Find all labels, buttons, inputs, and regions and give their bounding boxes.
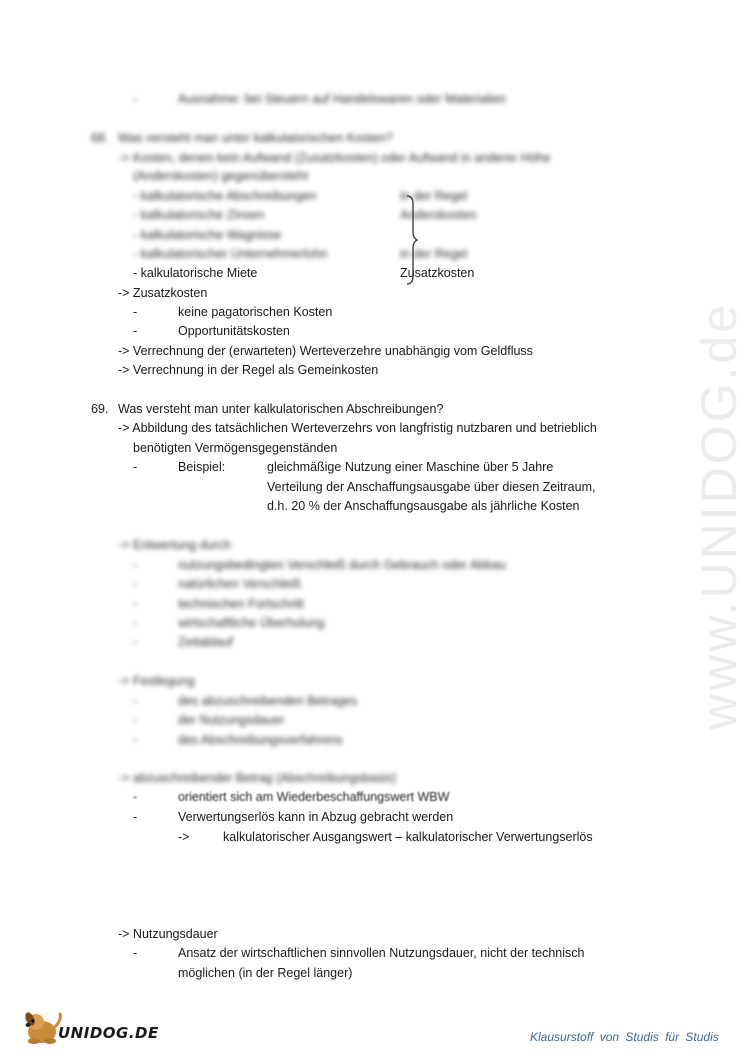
list-dash: - <box>133 305 138 319</box>
answer-line: -> Verrechnung in der Regel als Gemeinkosten <box>118 363 379 377</box>
list-text: - kalkulatorische Zinsen <box>133 208 265 222</box>
answer-line: -> Kosten, denen kein Aufwand (Zusatzkosten) oder Aufwand in anderer Höhe <box>118 151 551 165</box>
answer-line: -> Verrechnung der (erwarteten) Werteverzehre unabhängig vom Geldfluss <box>118 344 533 358</box>
list-text: - kalkulatorische Abschreibungen <box>133 189 317 203</box>
example-text: gleichmäßige Nutzung einer Maschine über 5 Jahre <box>267 460 554 474</box>
list-text: Ausnahme: bei Steuern auf Handelswaren oder Materialien <box>178 92 506 106</box>
list-dash: - <box>133 558 138 572</box>
list-dash: - <box>133 577 138 591</box>
side-note: in der Regel <box>400 247 468 261</box>
answer-line: -> Festlegung <box>118 674 195 688</box>
side-note: in der Regel <box>400 189 468 203</box>
side-note: Anderskosten <box>400 208 477 222</box>
watermark: www.UNIDOG.de <box>691 302 747 730</box>
answer-line: -> Zusatzkosten <box>118 286 208 300</box>
question-number: 68. <box>91 131 109 145</box>
list-text: Verwertungserlös kann in Abzug gebracht werden <box>178 810 454 824</box>
list-dash: - <box>133 635 138 649</box>
list-text: natürlichen Verschleiß <box>178 577 301 591</box>
list-text: - kalkulatorischer Unternehmerlohn <box>133 247 328 261</box>
list-dash: - <box>133 733 138 747</box>
formula-text: kalkulatorischer Ausgangswert – kalkulatorischer Verwertungserlös <box>223 830 593 844</box>
list-dash: - <box>133 694 138 708</box>
list-text: technischen Fortschritt <box>178 597 304 611</box>
list-text: keine pagatorischen Kosten <box>178 305 333 319</box>
list-dash: - <box>133 616 138 630</box>
answer-line: -> Nutzungsdauer <box>118 927 218 941</box>
answer-line: -> Entwertung durch <box>118 538 231 552</box>
list-dash: - <box>133 460 138 474</box>
answer-line: benötigten Vermögensgegenständen <box>133 441 338 455</box>
list-text: wirtschaftliche Überholung <box>178 616 325 630</box>
list-text: des Abschreibungsverfahrens <box>178 733 343 747</box>
logo-text: UNIDOG.DE <box>58 1024 159 1042</box>
example-text: Verteilung der Anschaffungsausgabe über diesen Zeitraum, <box>267 480 596 494</box>
list-dash: - <box>133 713 138 727</box>
list-text: des abzuschreibenden Betrages <box>178 694 358 708</box>
list-text: Zeitablauf <box>178 635 233 649</box>
side-note: Zusatzkosten <box>400 266 475 280</box>
list-text: - kalkulatorische Miete <box>133 266 258 280</box>
answer-line: -> abzuschreibender Betrag (Abschreibungsbasis) <box>118 771 397 785</box>
list-text: Opportunitätskosten <box>178 324 290 338</box>
answer-line: (Anderskosten) gegenübersteht <box>133 169 309 183</box>
list-dash: - <box>133 946 138 960</box>
example-label: Beispiel: <box>178 460 226 474</box>
sub-arrow: -> <box>178 830 190 844</box>
question-heading: Was versteht man unter kalkulatorischen Kosten? <box>118 131 393 145</box>
list-dash: - <box>133 92 138 106</box>
list-dash: - <box>133 324 138 338</box>
question-number: 69. <box>91 402 109 416</box>
example-text: d.h. 20 % der Anschaffungsausgabe als jährliche Kosten <box>267 499 580 513</box>
list-text: der Nutzungsdauer <box>178 713 285 727</box>
list-text: orientiert sich am Wiederbeschaffungswert WBW <box>178 790 450 804</box>
list-dash: - <box>133 790 138 804</box>
list-text: nutzungsbedingten Verschleiß durch Gebrauch oder Abbau <box>178 558 507 572</box>
list-text: - kalkulatorische Wagnisse <box>133 228 282 242</box>
answer-line: -> Abbildung des tatsächlichen Werteverzehrs von langfristig nutzbaren und betrieblich <box>118 421 597 435</box>
list-text: Ansatz der wirtschaftlichen sinnvollen Nutzungsdauer, nicht der technisch <box>178 946 585 960</box>
question-heading: Was versteht man unter kalkulatorischen Abschreibungen? <box>118 402 444 416</box>
list-dash: - <box>133 597 138 611</box>
list-dash: - <box>133 810 138 824</box>
list-text: möglichen (in der Regel länger) <box>178 966 353 980</box>
footer-slogan: Klausurstoff von Studis für Studis <box>530 1030 719 1044</box>
